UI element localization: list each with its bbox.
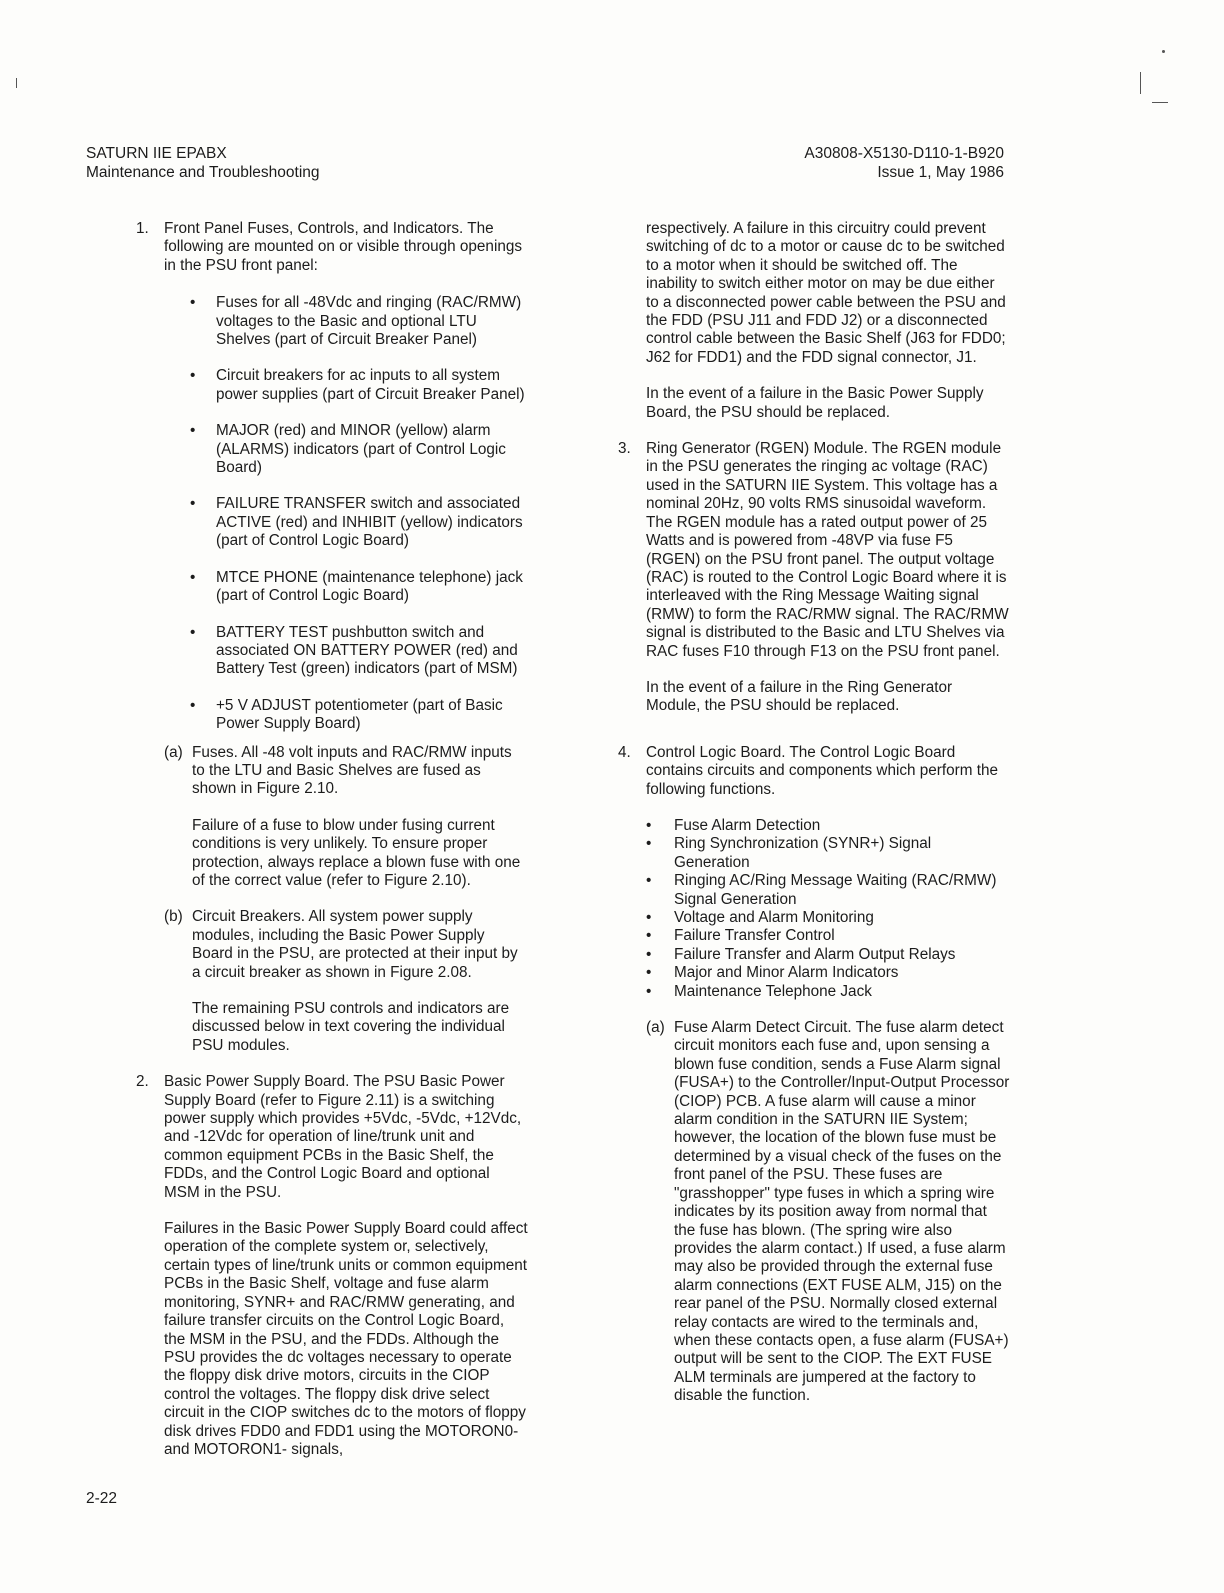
scan-mark	[1152, 102, 1168, 103]
list-item: • MAJOR (red) and MINOR (yellow) alarm (ALARMS) indicators (part of Control Logic Board)	[164, 422, 528, 477]
subsection-label: (a)	[646, 1019, 665, 1037]
subsection-label: (a)	[164, 743, 183, 761]
bullet-icon: •	[646, 816, 652, 834]
bullet-icon: •	[190, 623, 196, 641]
section-1-bullet-list	[164, 294, 528, 733]
section-1-intro: Front Panel Fuses, Controls, and Indicators. The following are mounted on or visible through openings in the PSU front panel:	[164, 220, 523, 274]
left-column	[136, 220, 528, 1459]
list-item: • BATTERY TEST pushbutton switch and associated ON BATTERY POWER (red) and Battery Test (green) indicators (part of MSM)	[164, 624, 528, 679]
right-column	[618, 220, 1010, 1406]
section-1-subsection-a: (a) Fuses. All -48 volt inputs and RAC/RMW inputs to the LTU and Basic Shelves are fused as shown in Figure 2.10. Failure of a fuse to blow under fusing current conditions is very unlikely. To ensure proper protection, always replace a blown fuse with one of the correct value (refer to Figure 2.10).	[164, 743, 521, 889]
bullet-icon: •	[646, 945, 652, 963]
section-1	[136, 220, 528, 1055]
list-item: • Ringing AC/Ring Message Waiting (RAC/RMW) Signal Generation	[646, 872, 997, 908]
section-2-continued: respectively. A failure in this circuitry could prevent switching of dc to a motor or cause dc to be switched to a motor when it should be switched off. The inability to switch either motor on may be due either to a disconnected power cable between the PSU and the FDD (PSU J11 and FDD J2) or a disconnected control cable between the Basic Shelf (J63 for FDD0; J62 for FDD1) and the FDD signal connector, J1. In the event of a failure in the Basic Power Supply Board, the PSU should be replaced.	[646, 220, 1006, 421]
doc-issue: Issue 1, May 1986	[877, 164, 1004, 181]
doc-title: SATURN IIE EPABX	[86, 145, 227, 162]
section-1-subsection-b: (b) Circuit Breakers. All system power supply modules, including the Basic Power Supply Board in the PSU, are protected at their input by a circuit breaker as shown in Figure 2.08. The remaining PSU controls and indicators are discussed below in text covering the individual PSU modules.	[164, 908, 518, 1054]
list-item: • Failure Transfer Control	[646, 927, 835, 945]
list-item: • Maintenance Telephone Jack	[646, 982, 872, 1000]
section-number: 2.	[136, 1073, 149, 1091]
list-item: • Fuse Alarm Detection	[646, 816, 821, 834]
section-number: 4.	[618, 743, 631, 761]
scan-mark	[1140, 72, 1141, 94]
section-4-bullet-list	[646, 817, 1010, 1001]
section-4: 4. Control Logic Board. The Control Logic Board contains circuits and components which perform the following functions. • Fuse Alarm Detection • Ring Synchronization (SYNR+) Signal Generation • Ringing AC/Ring Message Waiting (RAC/RMW) Signal Generation • Voltage and Alarm Monitoring • Failure Transfer Control • Failure Transfer and Alarm Output Relays • Major and Minor Alarm Indicators • Maintenance Telephone Jack (a) Fuse Alarm Detect Circuit. The fuse alarm detect circuit monitors each fuse and, upon sensing a blown fuse condition, sends a Fuse Alarm signal (FUSA+) to the Controller/Input-Output Processor (CIOP) PCB. A fuse alarm will cause a minor alarm condition in the SATURN IIE System; however, the location of the blown fuse must be determined by a visual check of the fuses on the front panel of the PSU. These fuses are "grasshopper" type fuses in which a spring wire indicates by its position away from normal that the fuse has blown. (The spring wire also provides the alarm contact.) If used, a fuse alarm may also be provided through the external fuse alarm connections (EXT FUSE ALM, J15) on the rear panel of the PSU. Normally closed external relay contacts are wired to the terminals and, when these contacts open, a fuse alarm (FUSA+) output will be sent to the CIOP. The EXT FUSE ALM terminals are jumpered at the factory to disable the function.	[618, 743, 1010, 1405]
list-item: • Circuit breakers for ac inputs to all system power supplies (part of Circuit Breaker Panel)	[164, 367, 528, 404]
bullet-icon: •	[190, 696, 196, 714]
bullet-icon: •	[646, 835, 652, 853]
section-number: 3.	[618, 440, 631, 458]
bullet-icon: •	[190, 568, 196, 586]
section-number: 1.	[136, 220, 149, 237]
doc-number: A30808-X5130-D110-1-B920	[804, 145, 1004, 162]
list-item: • FAILURE TRANSFER switch and associated ACTIVE (red) and INHIBIT (yellow) indicators (part of Control Logic Board)	[164, 495, 528, 550]
section-2: 2. Basic Power Supply Board. The PSU Basic Power Supply Board (refer to Figure 2.11) is a switching power supply which provides +5Vdc, -5Vdc, +12Vdc, and -12Vdc for operation of line/trunk unit and common equipment PCBs in the Basic Shelf, the FDDs, and the Control Logic Board and optional MSM in the PSU. Failures in the Basic Power Supply Board could affect operation of the complete system or, selectively, certain types of line/trunk units or common equipment PCBs in the Basic Shelf, voltage and fuse alarm monitoring, SYNR+ and RAC/RMW generating, and failure transfer circuits on the Control Logic Board, the MSM in the PSU, and the FDDs. Although the PSU provides the dc voltages necessary to operate the floppy disk drive motors, circuits in the CIOP control the voltages. The floppy disk drive select circuit in the CIOP switches dc to the motors of floppy disk drives FDD0 and FDD1 using the MOTORON0- and MOTORON1- signals,	[136, 1073, 528, 1458]
section-3: 3. Ring Generator (RGEN) Module. The RGEN module in the PSU generates the ringing ac voltage (RAC) used in the SATURN IIE System. This voltage has a nominal 20Hz, 90 volts RMS sinusoidal waveform. The RGEN module has a rated output power of 25 Watts and is powered from -48VP via fuse F5 (RGEN) on the PSU front panel. The output voltage (RAC) is routed to the Control Logic Board where it is interleaved with the Ring Message Waiting signal (RMW) to form the RAC/RMW signal. The RAC/RMW signal is distributed to the Basic and LTU Shelves via RAC fuses F10 through F13 on the PSU front panel. In the event of a failure in the Ring Generator Module, the PSU should be replaced.	[618, 440, 1009, 715]
list-item: • +5 V ADJUST potentiometer (part of Basic Power Supply Board)	[164, 697, 528, 734]
scan-mark	[16, 78, 17, 88]
list-item: • Fuses for all -48Vdc and ringing (RAC/RMW) voltages to the Basic and optional LTU Shelves (part of Circuit Breaker Panel)	[164, 294, 528, 349]
bullet-icon: •	[190, 422, 196, 440]
page-number: 2-22	[86, 1490, 118, 1507]
bullet-icon: •	[646, 909, 652, 926]
doc-subtitle: Maintenance and Troubleshooting	[86, 164, 320, 181]
list-item: • Ring Synchronization (SYNR+) Signal Generation	[646, 835, 932, 871]
bullet-icon: •	[646, 964, 652, 982]
bullet-icon: •	[646, 927, 652, 945]
bullet-icon: •	[646, 982, 652, 1000]
list-item: • Voltage and Alarm Monitoring	[646, 909, 874, 926]
bullet-icon: •	[646, 872, 652, 890]
section-4-subsection-a: (a) Fuse Alarm Detect Circuit. The fuse alarm detect circuit monitors each fuse and, upon sensing a blown fuse condition, sends a Fuse Alarm signal (FUSA+) to the Controller/Input-Output Processor (CIOP) PCB. A fuse alarm will cause a minor alarm condition in the SATURN IIE System; however, the location of the blown fuse must be determined by a visual check of the fuses on the front panel of the PSU. These fuses are "grasshopper" type fuses in which a spring wire indicates by its position away from normal that the fuse has blown. (The spring wire also provides the alarm contact.) If used, a fuse alarm may also be provided through the external fuse alarm connections (EXT FUSE ALM, J15) on the rear panel of the PSU. Normally closed external relay contacts are wired to the terminals and, when these contacts open, a fuse alarm (FUSA+) output will be sent to the CIOP. The EXT FUSE ALM terminals are jumpered at the factory to disable the function.	[646, 1019, 1010, 1405]
bullet-icon: •	[190, 495, 196, 513]
header-right	[804, 144, 1004, 182]
scan-mark	[1162, 50, 1165, 53]
list-item: • Failure Transfer and Alarm Output Relays	[646, 945, 956, 963]
bullet-icon: •	[190, 367, 196, 385]
list-item: • Major and Minor Alarm Indicators	[646, 964, 899, 982]
subsection-label: (b)	[164, 908, 183, 926]
header-left	[86, 144, 320, 182]
list-item: • MTCE PHONE (maintenance telephone) jack (part of Control Logic Board)	[164, 569, 528, 606]
bullet-icon: •	[190, 294, 196, 312]
